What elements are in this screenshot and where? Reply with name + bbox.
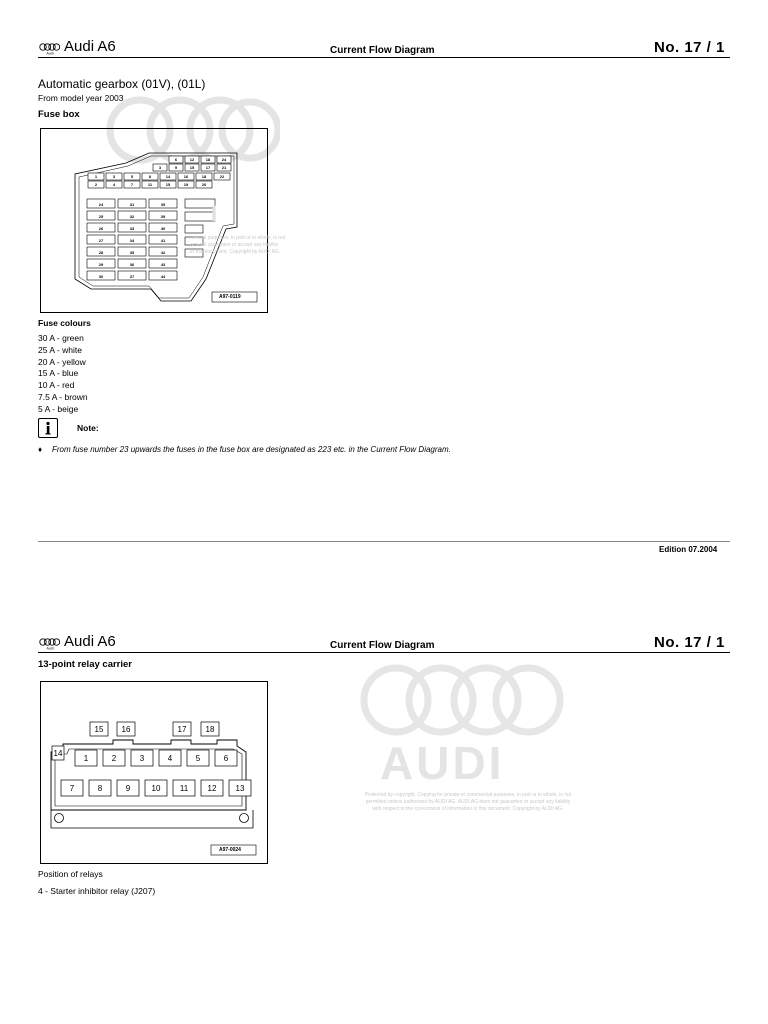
relay-position-number: 4 [167, 754, 173, 763]
fuse-number: 18 [201, 174, 207, 179]
watermark-line: permitted unless authorised by AUDI AG. AUDI AG does not guarantee or accept any liability [365, 799, 571, 805]
fuse-number: 43 [160, 262, 166, 267]
relay-position-number: 13 [235, 784, 245, 793]
audi-logo [38, 637, 62, 649]
fuse-number: 26 [98, 226, 104, 231]
relay-carrier-heading: 13-point relay carrier [38, 659, 132, 670]
fuse-number: 30 [98, 274, 104, 279]
fuse-number: 12 [189, 157, 195, 162]
note-text: From fuse number 23 upwards the fuses in the fuse box are designated as 223 etc. in the Current Flow Diagram. [52, 445, 451, 454]
fuse-number: 21 [221, 165, 227, 170]
figure-code: A97-0024 [219, 847, 241, 853]
footer-rule [38, 541, 730, 542]
fuse-number: 33 [129, 226, 135, 231]
fuse-number: 20 [201, 182, 207, 187]
svg-text:I: I [211, 201, 218, 226]
fuse-colours-list [38, 333, 88, 416]
header-title: Current Flow Diagram [330, 45, 435, 56]
audi-rings-icon [38, 638, 62, 650]
fuse-number: 3 [112, 174, 116, 179]
fuse-number: 14 [165, 174, 171, 179]
relay-position-number: 15 [94, 725, 104, 734]
fuse-number: 19 [183, 182, 189, 187]
fuse-number: 5 [130, 174, 134, 179]
watermark-brand: AUDI [380, 737, 505, 789]
relay-position-number: 5 [195, 754, 201, 763]
watermark-line: with respect to the correctness of information in this document. Copyright by AUDI AG. [372, 806, 564, 812]
list-item: 25 A - white [38, 344, 82, 355]
fuse-number: 4 [112, 182, 116, 187]
audi-logo [38, 42, 62, 54]
relay-position-number: 9 [125, 784, 131, 793]
section-title: Automatic gearbox (01V), (01L) [38, 77, 206, 91]
list-item: 10 A - red [38, 380, 75, 391]
relay-position-number: 8 [97, 784, 103, 793]
note-bullet-icon: ♦ [38, 445, 43, 454]
fuse-number: 2 [94, 182, 98, 187]
relay-position-number: 1 [83, 754, 89, 763]
fuse-number: 41 [160, 238, 166, 243]
fuse-number: 22 [219, 174, 225, 179]
list-item: 30 A - green [38, 333, 84, 343]
fuse-number: 6 [174, 157, 178, 162]
relay-position-number: 2 [111, 754, 117, 763]
relay-position-heading: Position of relays [38, 869, 103, 879]
section-subtitle: From model year 2003 [38, 93, 124, 103]
fuse-number: 17 [205, 165, 211, 170]
list-item: 20 A - yellow [38, 356, 86, 367]
relay-position-number: 3 [139, 754, 145, 763]
fuse-number: 8 [148, 174, 152, 179]
note-label: Note: [77, 423, 99, 433]
audi-rings-icon [38, 43, 62, 55]
fuse-number: 29 [98, 262, 104, 267]
fuse-box-diagram [41, 129, 267, 312]
fuse-number: 34 [129, 238, 135, 243]
relay-item: 4 - Starter inhibitor relay (J207) [38, 886, 156, 896]
header-title: Current Flow Diagram [330, 640, 435, 651]
header-brand: Audi A6 [64, 633, 116, 650]
fuse-number: 31 [129, 202, 135, 207]
logo-text: Audi [46, 646, 54, 650]
header-brand: Audi A6 [64, 38, 116, 55]
relay-position-number: 12 [207, 784, 217, 793]
fuse-number: 37 [129, 274, 135, 279]
fuse-number: 24 [221, 157, 227, 162]
relay-position-number: 17 [177, 725, 187, 734]
fuse-number: 39 [160, 214, 166, 219]
relay-position-number: 7 [69, 784, 75, 793]
relay-position-number: 18 [205, 725, 215, 734]
fuse-box-heading: Fuse box [38, 109, 80, 120]
fuse-number: 24 [98, 202, 104, 207]
fuse-number: 25 [98, 214, 104, 219]
watermark-line: ...oes not guarantee or accept any liability [186, 242, 279, 248]
fuse-number: 42 [160, 250, 166, 255]
relay-position-number: 14 [53, 749, 63, 758]
relay-carrier-diagram [41, 682, 267, 863]
fuse-colours-heading: Fuse colours [38, 318, 91, 328]
fuse-number: 27 [98, 238, 104, 243]
audi-watermark-rings-icon [356, 660, 568, 740]
info-icon [38, 418, 58, 438]
header-rule [38, 652, 730, 653]
edition-label: Edition 07.2004 [659, 545, 718, 554]
fuse-number: 3 [158, 165, 162, 170]
fuse-number: 11 [147, 182, 153, 187]
relay-carrier-figure [40, 681, 268, 864]
watermark-line: ...mercial purposes, in part or in whole, is not [186, 235, 286, 241]
fuse-number: 35 [160, 202, 166, 207]
fuse-number: 1 [94, 174, 98, 179]
watermark-text [186, 235, 346, 256]
fuse-number: 16 [183, 174, 189, 179]
fuse-number: 15 [165, 182, 171, 187]
fuse-number: 35 [129, 250, 135, 255]
fuse-number: 44 [160, 274, 166, 279]
watermark-text [330, 792, 606, 813]
header-number: No. 17 / 1 [654, 39, 725, 56]
figure-code: A97-0119 [219, 294, 241, 300]
fuse-number: 40 [160, 226, 166, 231]
list-item: 5 A - beige [38, 403, 79, 414]
relay-position-number: 11 [179, 784, 189, 793]
relay-position-number: 16 [121, 725, 131, 734]
fuse-number: 9 [174, 165, 178, 170]
watermark-line: ...in this document. Copyright by AUDI AG. [186, 249, 281, 255]
header-rule [38, 57, 730, 58]
fuse-number: 18 [205, 157, 211, 162]
list-item: 15 A - blue [38, 368, 79, 379]
fuse-number: 28 [98, 250, 104, 255]
fuse-number: 36 [129, 262, 135, 267]
fuse-box-figure [40, 128, 268, 313]
list-item: 7.5 A - brown [38, 391, 88, 402]
watermark-line: Protected by copyright. Copying for private or commercial purposes, in part or in whole, is not [364, 792, 572, 798]
relay-position-number: 10 [151, 784, 161, 793]
fuse-number: 15 [189, 165, 195, 170]
fuse-number: 32 [129, 214, 135, 219]
header-number: No. 17 / 1 [654, 634, 725, 651]
logo-text: Audi [46, 51, 54, 55]
relay-position-number: 6 [223, 754, 229, 763]
fuse-number: 7 [130, 182, 134, 187]
